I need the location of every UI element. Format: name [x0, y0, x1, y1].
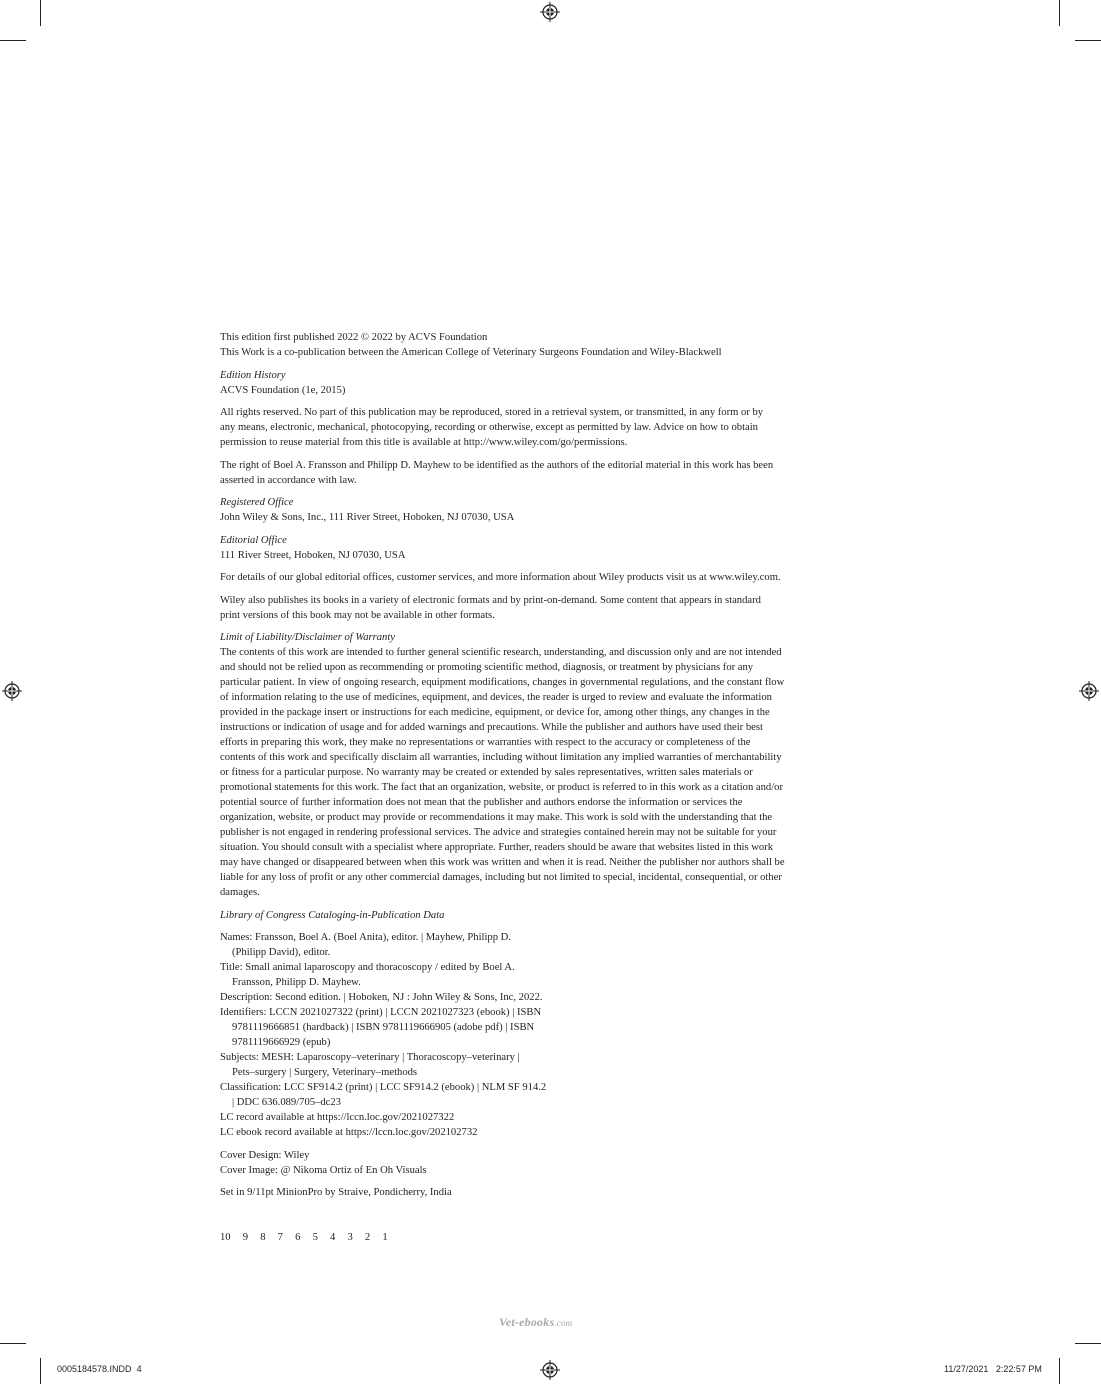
author-rights-paragraph	[220, 458, 845, 488]
liability-line: publisher is not engaged in rendering professional services. The advice and strategies contained herein may not be suitable for your	[220, 827, 777, 838]
cover-image-credit: Cover Image: @ Nikoma Ortiz of En Oh Visuals	[220, 1164, 427, 1176]
liability-line: The contents of this work are intended to further general scientific research, understanding, and discussion only and are not intended	[220, 647, 782, 658]
edition-history-text: ACVS Foundation (1e, 2015)	[220, 384, 346, 396]
cip-classification-cont: | DDC 636.089/705–dc23	[232, 1097, 341, 1108]
author-rights-line: The right of Boel A. Fransson and Philipp D. Mayhew to be identified as the authors of the editorial material in this work has been	[220, 459, 774, 471]
global-details-paragraph	[220, 570, 845, 585]
editorial-office	[220, 533, 845, 563]
registration-mark-icon	[1079, 681, 1099, 701]
liability-line: and should not be relied upon as recommending or promoting scientific method, diagnosis, or treatment by physicians for any	[220, 662, 754, 673]
liability-line: instructions or indication of usage and for added warnings and precautions. While the publisher and authors have used their best	[220, 722, 763, 733]
printing-number: 10	[220, 1232, 231, 1243]
slug-file	[57, 1364, 142, 1374]
rights-line: permission to reuse material from this title is available at http://www.wiley.com/go/permissions.	[220, 437, 628, 448]
watermark-logo	[499, 1315, 572, 1330]
edition-history	[220, 368, 845, 398]
cip-title: Title: Small animal laparoscopy and thoracoscopy / edited by Boel A.	[220, 962, 515, 973]
printing-number: 5	[312, 1232, 318, 1243]
cip-subjects-cont: Pets–surgery | Surgery, Veterinary–methods	[232, 1067, 418, 1078]
registered-office	[220, 495, 845, 525]
first-published-line: This edition first published 2022 © 2022 by ACVS Foundation	[220, 332, 488, 343]
cip-heading: Library of Congress Cataloging-in-Publication Data	[220, 909, 445, 921]
crop-mark-top-right-h	[1075, 40, 1101, 41]
crop-mark-top-left-h	[0, 40, 26, 41]
liability-line: may have changed or disappeared between when this work was written and when it is read. Neither the publisher nor authors shall be	[220, 857, 785, 868]
slug-filename: 0005184578.INDD	[57, 1364, 132, 1374]
formats-line: Wiley also publishes its books in a variety of electronic formats and by print-on-demand. Some content that appears in standard	[220, 594, 761, 606]
cip-data	[220, 930, 845, 1140]
watermark-suffix: .com	[554, 1318, 573, 1328]
crop-mark-bottom-right-h	[1075, 1343, 1101, 1344]
formats-line: print versions of this book may not be available in other formats.	[220, 609, 495, 621]
rights-line: any means, electronic, mechanical, photocopying, recording or otherwise, except as permitted by law. Advice on how to obtain	[220, 422, 758, 433]
liability-line: contents of this work and specifically disclaim all warranties, including without limitation any implied warranties of merchantability	[220, 752, 782, 763]
editorial-office-heading: Editorial Office	[220, 534, 287, 546]
registration-mark-icon	[540, 2, 560, 22]
liability-line: or fitness for a particular purpose. No warranty may be created or extended by sales representatives, written sales materials or	[220, 767, 753, 778]
printing-number: 4	[330, 1232, 336, 1243]
crop-mark-bottom-right-v	[1059, 1358, 1060, 1384]
cip-identifiers-cont: 9781119666851 (hardback) | ISBN 9781119666905 (adobe pdf) | ISBN	[232, 1022, 535, 1033]
cip-names: Names: Fransson, Boel A. (Boel Anita), editor. | Mayhew, Philipp D.	[220, 932, 511, 943]
liability-line: of information relating to the use of medicines, equipment, and devices, the reader is urged to review and evaluate the information	[220, 692, 772, 703]
global-details-line: For details of our global editorial offices, customer services, and more information about Wiley products visit us at www.wiley.com.	[220, 572, 781, 583]
publication-statement	[220, 330, 845, 360]
crop-mark-bottom-left-h	[0, 1343, 26, 1344]
registered-office-address: John Wiley & Sons, Inc., 111 River Street, Hoboken, NJ 07030, USA	[220, 512, 515, 523]
rights-line: All rights reserved. No part of this publication may be reproduced, stored in a retrieval system, or transmitted, in any form or by	[220, 407, 764, 418]
crop-mark-top-left-v	[40, 0, 41, 26]
printing-number: 3	[347, 1232, 353, 1243]
cip-title-cont: Fransson, Philipp D. Mayhew.	[232, 977, 361, 988]
cip-heading-block	[220, 908, 845, 923]
cover-design: Cover Design: Wiley	[220, 1149, 310, 1161]
crop-mark-top-right-v	[1059, 0, 1060, 26]
cover-credits	[220, 1148, 845, 1178]
editorial-office-address: 111 River Street, Hoboken, NJ 07030, USA	[220, 549, 406, 561]
liability-line: promotional statements for this work. The fact that an organization, website, or product is referred to in this work as a citation and/or	[220, 782, 783, 793]
cip-subjects: Subjects: MESH: Laparoscopy–veterinary | Thoracoscopy–veterinary |	[220, 1052, 520, 1063]
typeset-info	[220, 1185, 845, 1200]
liability-line: particular patient. In view of ongoing research, equipment modifications, changes in governmental regulations, and the constant flow	[220, 677, 785, 688]
liability-line: organization, website, or product may provide or recommendations it may make. This work is sold with the understanding that the	[220, 812, 773, 823]
cip-description: Description: Second edition. | Hoboken, NJ : John Wiley & Sons, Inc, 2022.	[220, 992, 543, 1003]
liability-line: efforts in preparing this work, they make no representations or warranties with respect to the accuracy or completeness of the	[220, 737, 751, 748]
liability-line: damages.	[220, 887, 260, 898]
cip-identifiers-cont: 9781119666929 (epub)	[232, 1037, 331, 1048]
liability-disclaimer	[220, 630, 845, 900]
copublication-line: This Work is a co-publication between the American College of Veterinary Surgeons Foundation and Wiley-Blackwell	[220, 347, 722, 358]
printing-number: 8	[260, 1232, 266, 1243]
watermark-main: Vet-ebooks	[499, 1315, 555, 1329]
liability-heading: Limit of Liability/Disclaimer of Warranty	[220, 632, 396, 643]
cip-lc-record: LC record available at https://lccn.loc.gov/2021027322	[220, 1112, 455, 1123]
registration-mark-icon	[2, 681, 22, 701]
typeset-line: Set in 9/11pt MinionPro by Straive, Pondicherry, India	[220, 1187, 452, 1198]
printing-number: 6	[295, 1232, 301, 1243]
slug-page-number: 4	[136, 1364, 142, 1374]
liability-line: provided in the package insert or instructions for each medicine, equipment, or device for, among other things, any changes in the	[220, 707, 770, 718]
printing-number: 7	[277, 1232, 283, 1243]
registration-mark-icon	[540, 1360, 560, 1380]
edition-history-heading: Edition History	[220, 369, 286, 381]
crop-mark-bottom-left-v	[40, 1358, 41, 1384]
cip-classification: Classification: LCC SF914.2 (print) | LCC SF914.2 (ebook) | NLM SF 914.2	[220, 1082, 547, 1093]
formats-paragraph	[220, 593, 845, 623]
cip-identifiers: Identifiers: LCCN 2021027322 (print) | LCCN 2021027323 (ebook) | ISBN	[220, 1007, 542, 1018]
printing-number: 2	[364, 1232, 371, 1243]
liability-line: situation. You should consult with a specialist where appropriate. Further, readers should be aware that websites listed in this work	[220, 842, 773, 853]
slug-timestamp: 11/27/2021 2:22:57 PM	[944, 1364, 1042, 1374]
liability-line: liable for any loss of profit or any other commercial damages, including but not limited to special, incidental, consequential, or other	[220, 872, 782, 883]
rights-paragraph	[220, 405, 845, 450]
printing-number: 1	[382, 1232, 388, 1243]
printing-number: 9	[242, 1232, 249, 1243]
cip-names-cont: (Philipp David), editor.	[232, 947, 331, 958]
cip-lc-ebook-record: LC ebook record available at https://lccn.loc.gov/202102732	[220, 1127, 478, 1138]
printing-number-line	[220, 1230, 397, 1245]
liability-line: potential source of further information does not mean that the publisher and authors endorse the information or services the	[220, 797, 743, 808]
copyright-page-text	[220, 330, 845, 1208]
registered-office-heading: Registered Office	[220, 497, 294, 508]
author-rights-line: asserted in accordance with law.	[220, 474, 357, 486]
